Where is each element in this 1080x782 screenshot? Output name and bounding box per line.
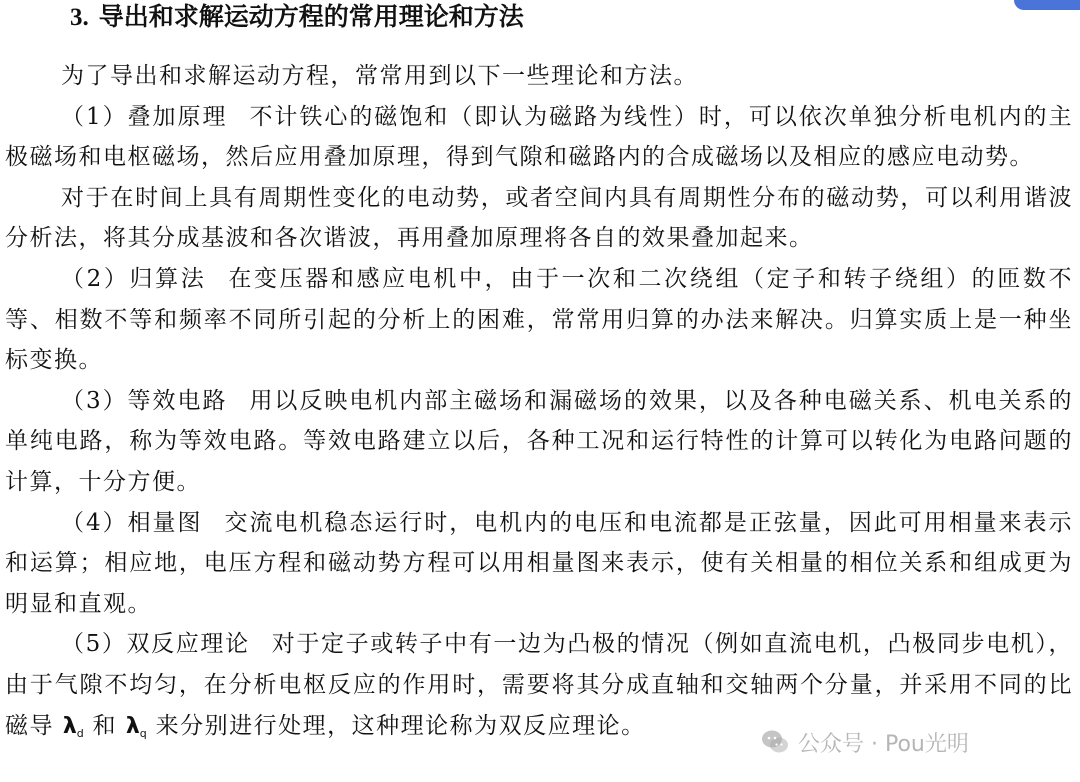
text-phasor-diagram: 交流电机稳态运行时，电机内的电压和电流都是正弦量，因此可用相量来表示和运算；相应地，电压方程和磁动势方程可以用相量图来表示，使有关相量的相位关系和组成更为明显和直观。 xyxy=(5,509,1074,617)
term-phasor-diagram: （4）相量图 xyxy=(61,509,203,536)
text-two-reaction-before: 对于定子或转子中有一边为凸极的情况（例如直流电机，凸极同步电机），由于气隙不均匀，在分析电枢反应的作用时，需要将其分成直轴和交轴两个分量，并采用不同的比磁导 xyxy=(5,631,1074,739)
wechat-icon xyxy=(760,727,790,757)
body-text xyxy=(5,56,1073,754)
symbol-lambda-q xyxy=(126,714,147,739)
corner-accent xyxy=(1014,0,1080,10)
section-title: 导出和求解运动方程的常用理论和方法 xyxy=(98,2,524,31)
section-heading xyxy=(70,0,524,35)
text-two-reaction-mid: 和 xyxy=(92,712,118,739)
text-referral: 在变压器和感应电机中，由于一次和二次绕组（定子和转子绕组）的匝数不等、相数不等和频率不同所引起的分析上的困难，常常用归算的办法来解决。归算实质上是一种坐标变换。 xyxy=(5,265,1073,374)
paragraph-superposition xyxy=(5,97,1073,178)
text-equivalent-circuit: 用以反映电机内部主磁场和漏磁场的效果，以及各种电磁关系、机电关系的单纯电路，称为等效电路。等效电路建立以后，各种工况和运行特性的计算可以转化为电路问题的计算，十分方便。 xyxy=(5,387,1074,495)
section-number: 3. xyxy=(70,4,89,31)
text-two-reaction-after: 来分别进行处理，这种理论称为双反应理论。 xyxy=(155,712,646,739)
term-two-reaction: （5）双反应理论 xyxy=(61,631,250,658)
lambda-q-subscript: q xyxy=(139,726,147,740)
paragraph-referral xyxy=(5,259,1073,381)
lambda-q-letter: λ xyxy=(125,713,140,739)
lambda-d-letter: λ xyxy=(62,713,77,739)
term-superposition: （1）叠加原理 xyxy=(61,103,228,130)
text-superposition: 不计铁心的磁饱和（即认为磁路为线性）时，可以依次单独分析电机内的主极磁场和电枢磁场，然后应用叠加原理，得到气隙和磁路内的合成磁场以及相应的感应电动势。 xyxy=(5,103,1074,171)
paragraph-equivalent-circuit xyxy=(5,381,1073,503)
term-referral: （2）归算法 xyxy=(61,265,207,292)
watermark xyxy=(760,726,969,758)
lambda-d-subscript: d xyxy=(76,726,84,740)
symbol-lambda-d xyxy=(63,714,84,739)
term-equivalent-circuit: （3）等效电路 xyxy=(61,387,228,414)
watermark-text: 公众号 · Pou光明 xyxy=(798,731,969,757)
paragraph-phasor-diagram xyxy=(5,503,1073,625)
intro-paragraph: 为了导出和求解运动方程，常常用到以下一些理论和方法。 xyxy=(61,63,698,89)
paragraph-harmonic-analysis: 对于在时间上具有周期性变化的电动势，或者空间内具有周期性分布的磁动势，可以利用谐波分析法，将其分成基波和各次谐波，再用叠加原理将各自的效果叠加起来。 xyxy=(5,184,1073,252)
